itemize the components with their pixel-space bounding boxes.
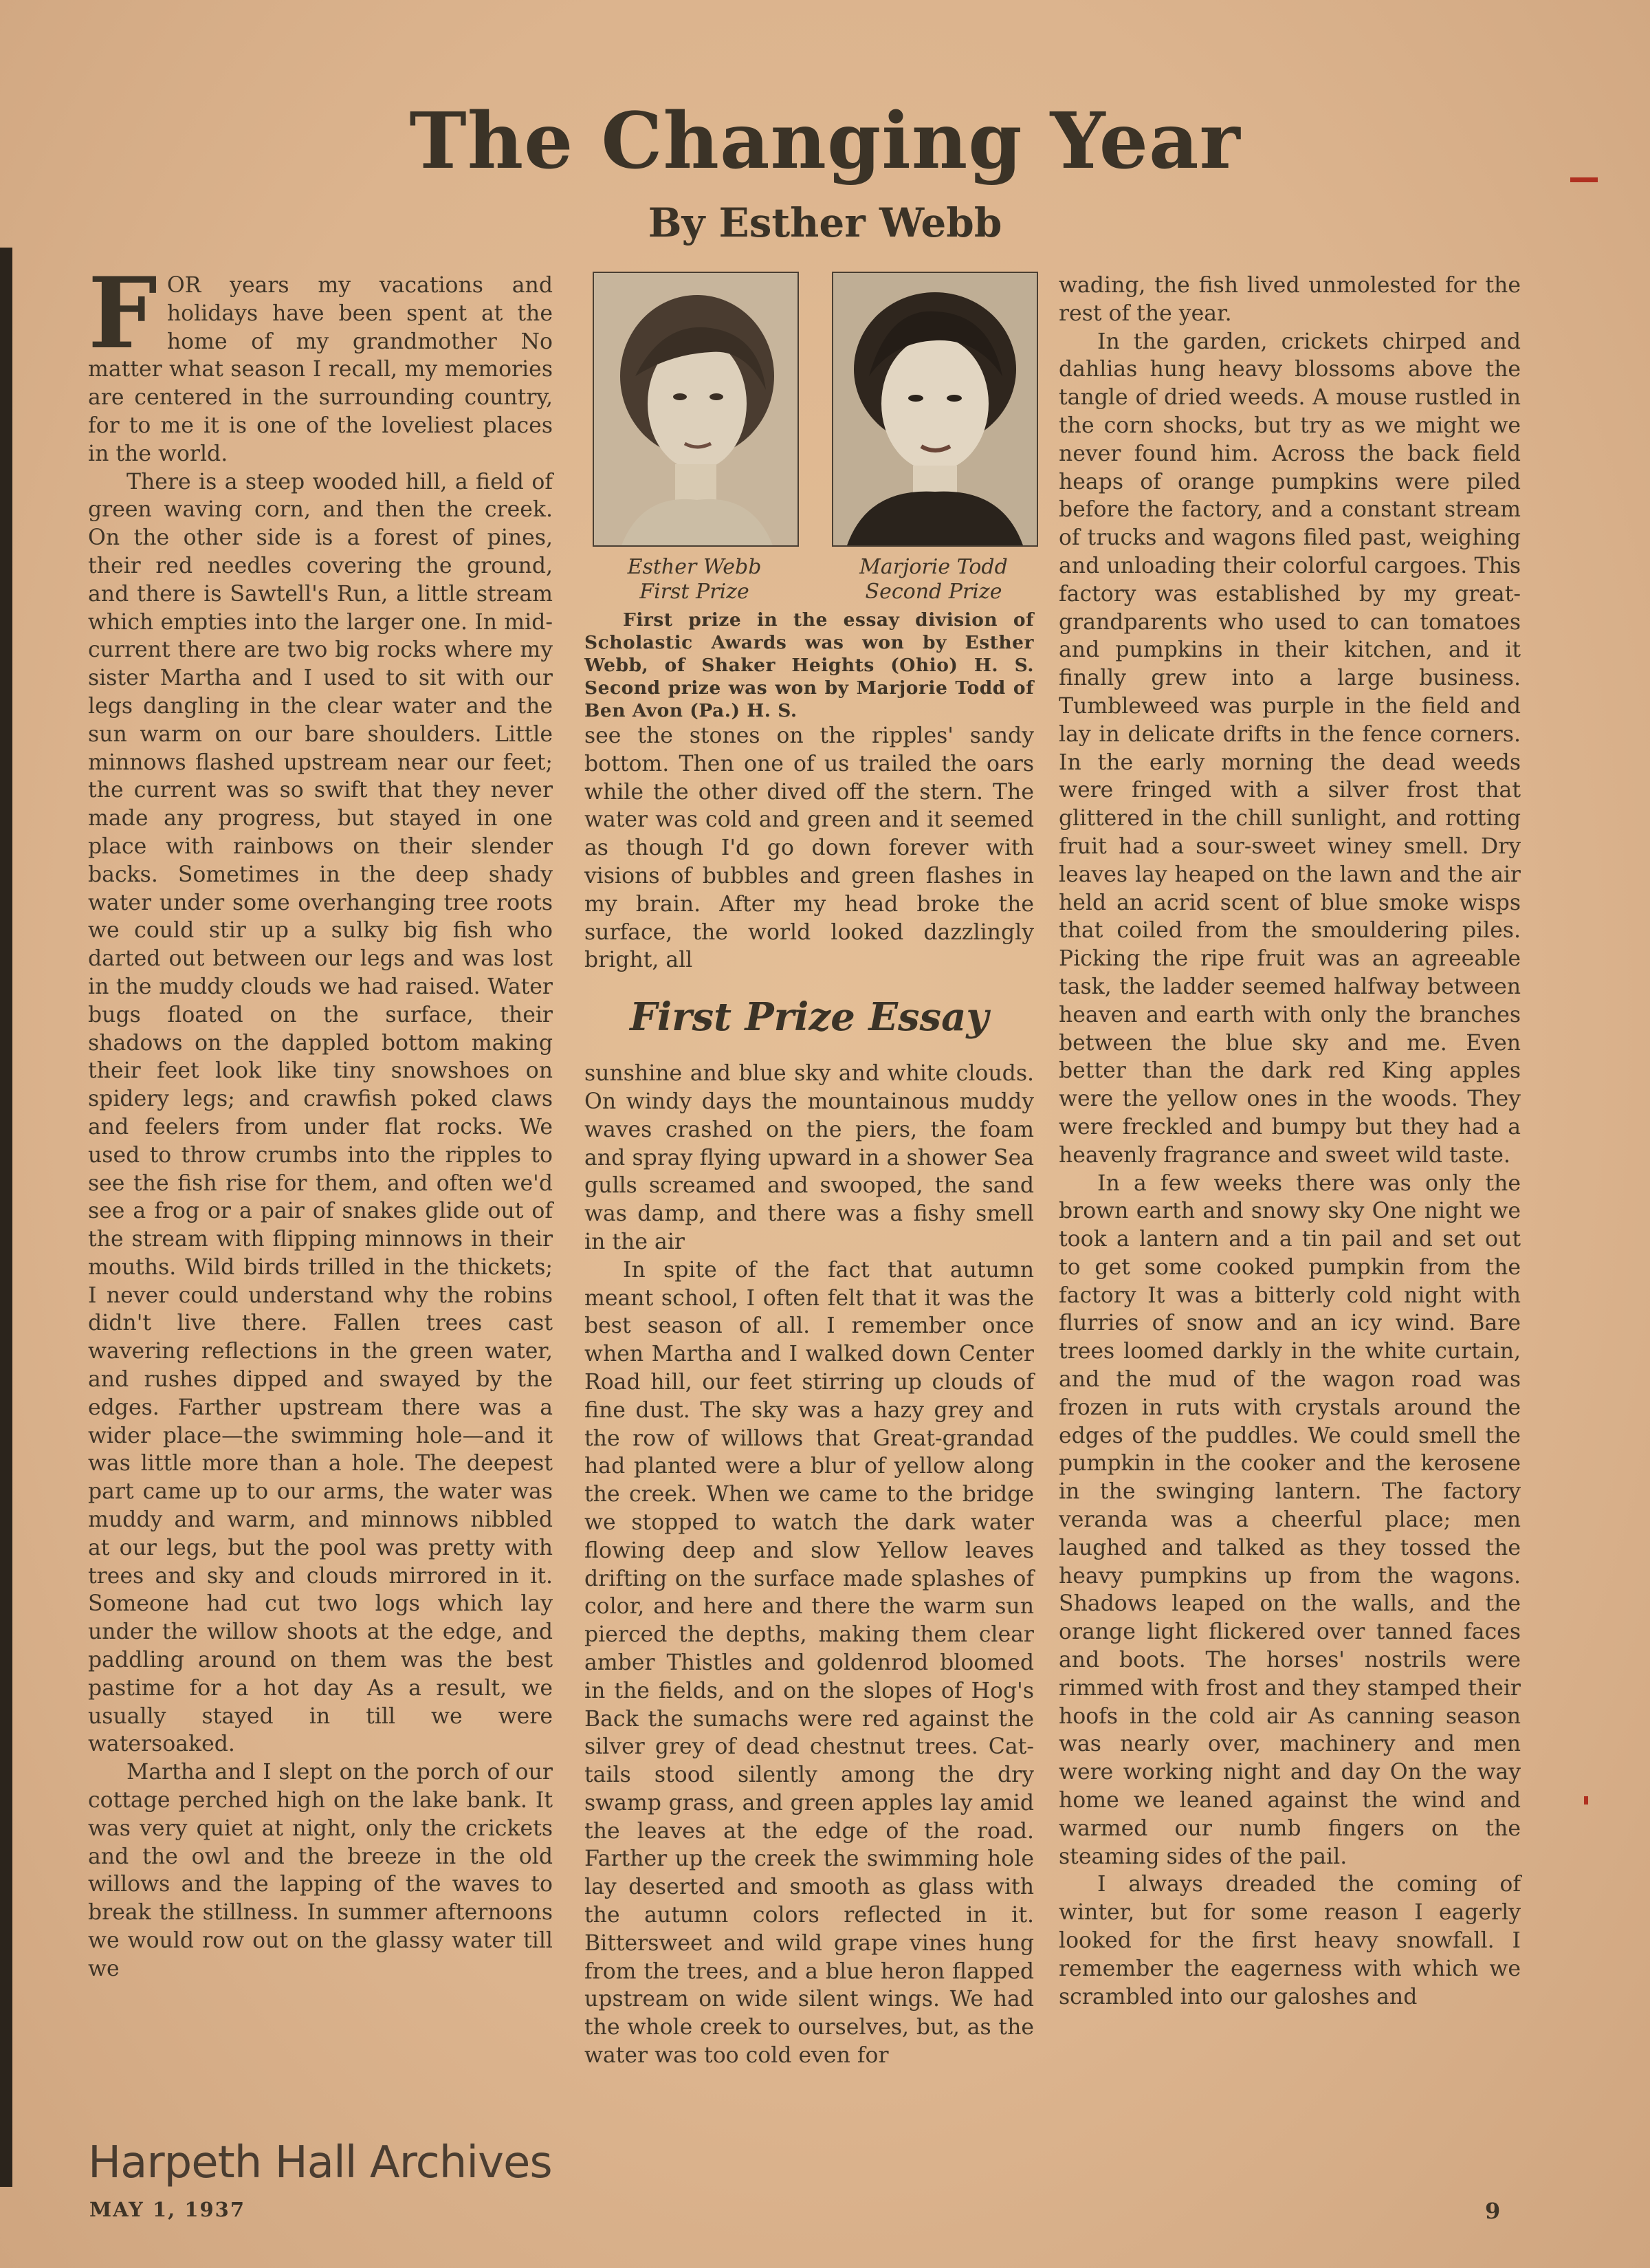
red-mark-small: [1584, 1796, 1588, 1804]
award-announcement: First prize in the essay division of Scholastic Awards was won by Esther Webb, of Shaker Heights (Ohio) H. S. Second prize was won by Marjorie Todd of Ben Avon (Pa.) H. S.: [584, 609, 1034, 721]
portrait-image: [594, 273, 798, 545]
esther-webb-portrait: [593, 272, 799, 547]
author-byline: By Esther Webb: [648, 199, 1002, 246]
body-paragraph: wading, the fish lived unmolested for the rest of the year.: [1059, 273, 1521, 326]
first-prize-essay-heading: First Prize Essay: [630, 994, 989, 1040]
body-paragraph: Martha and I slept on the porch of our cottage perched high on the lake bank. It was very quiet at night, only the crickets and the owl and the breeze in the old willows and the lapping of the waves to break the stillness. In summer afternoons we would row out on the glassy water till we: [88, 1760, 553, 1981]
drop-cap: F: [88, 257, 157, 371]
caption-name: Marjorie Todd: [859, 555, 1008, 579]
caption-name: Esther Webb: [627, 555, 762, 579]
archive-watermark: Harpeth Hall Archives: [88, 2137, 552, 2188]
opening-paragraph: FOR years my vacations and holidays have been spent at the home of my grandmother No matter what season I recall, my memories are centered in the surrounding country, for to me it is one of the loveliest places in the world.: [88, 257, 553, 466]
marjorie-todd-portrait: [832, 272, 1038, 547]
photo-block: [584, 272, 1034, 609]
page-number: 9: [1485, 2198, 1501, 2224]
article-title: The Changing Year: [409, 96, 1241, 186]
caption-prize: First Prize: [639, 580, 749, 604]
caption-todd: [824, 555, 1044, 604]
body-paragraph: I always dreaded the coming of winter, but for some reason I eagerly looked for the first heavy snowfall. I remember the eagerness with which we scrambled into our galoshes and: [1059, 1872, 1521, 2009]
page-edge: [0, 248, 12, 2187]
portrait-image: [833, 273, 1037, 545]
column-2: [584, 272, 1034, 2070]
body-paragraph: In spite of the fact that autumn meant school, I often felt that it was the best season of all. I remember once when Martha and I walked down Center Road hill, our feet stirring up clouds of fine dust. The sky was a hazy grey and the row of willows that Great-grandad had planted were a blur of yellow along the creek. When we came to the bridge we stopped to watch the dark water flowing deep and slow Yellow leaves drifting on the surface made splashes of color, and here and there the warm sun pierced the depths, making them clear amber Thistles and goldenrod bloomed in the fields, and on the slopes of Hog's Back the sumachs were red against the silver grey of dead chestnut trees. Cat-tails stood silently among the dry swamp grass, and green apples lay amid the leaves at the edge of the road. Farther up the creek the swimming hole lay deserted and smooth as glass with the autumn colors reflected in it. Bittersweet and wild grape vines hung from the trees, and a blue heron flapped upstream on wide silent wings. We had the whole creek to ourselves, but, as the water was too cold even for: [584, 1257, 1034, 2069]
caption-webb: [584, 555, 804, 604]
body-paragraph: see the stones on the ripples' sandy bottom. Then one of us trailed the oars while the other dived off the stern. The water was cold and green and it seemed as though I'd go down forever with visions of bubbles and green flashes in my brain. After my head broke the surface, the world looked dazzlingly bright, all: [584, 723, 1034, 973]
caption-prize: Second Prize: [865, 580, 1002, 604]
column-1: [88, 257, 553, 1983]
issue-date: MAY 1, 1937: [89, 2198, 246, 2221]
body-paragraph: sunshine and blue sky and white clouds. On windy days the mountainous muddy waves crashed on the piers, the foam and spray flying upward in a shower Sea gulls screamed and swooped, the sand was damp, and there was a fishy smell in the air: [584, 1061, 1034, 1254]
body-paragraph: In a few weeks there was only the brown earth and snowy sky One night we took a lantern and a tin pail and set out to get some cooked pumpkin from the factory It was a bitterly cold night with flurries of snow and an icy wind. Bare trees loomed darkly in the white curtain, and the mud of the wagon road was frozen in ruts with crystals around the edges of the puddles. We could smell the pumpkin in the cooker and the kerosene in the swinging lantern. The factory veranda was a cheerful place; men laughed and talked as they tossed the heavy pumpkins up from the wagons. Shadows leaped on the walls, and the orange light flickered over tanned faces and boots. The horses' nostrils were rimmed with frost and they stamped their hoofs in the cold air As canning season was nearly over, machinery and men were working night and day On the way home we leaned against the wind and warmed our numb fingers on the steaming sides of the pail.: [1059, 1170, 1521, 1869]
body-paragraph: There is a steep wooded hill, a field of green waving corn, and then the creek. On the other side is a forest of pines, their red needles covering the ground, and there is Sawtell's Run, a little stream which empties into the larger one. In mid-current there are two big rocks where my sister Martha and I used to sit with our legs dangling in the clear water and the sun warm on our bare shoulders. Little minnows flashed upstream near our feet; the current was so swift that they never made any progress, but stayed in one place with rainbows on their slender backs. Sometimes in the deep shady water under some overhanging tree roots we could stir up a sulky big fish who darted out between our legs and was lost in the muddy clouds we had raised. Water bugs floated on the surface, their shadows on the dappled bottom making their feet look like tiny snowshoes on spidery legs; and crawfish poked claws and feelers from under flat rocks. We used to throw crumbs into the ripples to see the fish rise for them, and often we'd see a frog or a pair of snakes glide out of the stream with flipping minnows in their mouths. Wild birds trilled in the thickets; I never could understand why the robins didn't live there. Fallen trees cast wavering reflections in the green water, and rushes dipped and swayed by the edges. Farther upstream there was a wider place—the swimming hole—and it was little more than a hole. The deepest part came up to our arms, the water was muddy and warm, and minnows nibbled at our legs, but the pool was pretty with trees and sky and clouds mirrored in it. Someone had cut two logs which lay under the willow shoots at the edge, and paddling around on them was the best pastime for a hot day As a result, we usually stayed in till we were watersoaked.: [88, 469, 553, 1757]
column-3: [1059, 272, 1521, 2011]
body-paragraph: In the garden, crickets chirped and dahlias hung heavy blossoms above the tangle of dried weeds. A mouse rustled in the corn shocks, but try as we might we never found him. Across the back field heaps of orange pumpkins were piled before the factory, and a constant stream of trucks and wagons filed past, weighing and unloading their colorful cargoes. This factory was established by my great-grandparents who used to can tomatoes and pumpkins in their kitchen, and it finally grew into a large business. Tumbleweed was purple in the field and lay in delicate drifts in the fence corners. In the early morning the dead weeds were fringed with a silver frost that glittered in the chill sunlight, and rotting fruit had a sour-sweet winey smell. Dry leaves lay heaped on the lawn and the air held an acrid scent of blue smoke wisps that coiled from the smouldering piles. Picking the ripe fruit was an agreeable task, the ladder seemed halfway between heaven and earth with only the branches between the blue sky and me. Even better than the dark red King apples were the yellow ones in the woods. They were freckled and bumpy but they had a heavenly fragrance and sweet wild taste.: [1059, 329, 1521, 1168]
